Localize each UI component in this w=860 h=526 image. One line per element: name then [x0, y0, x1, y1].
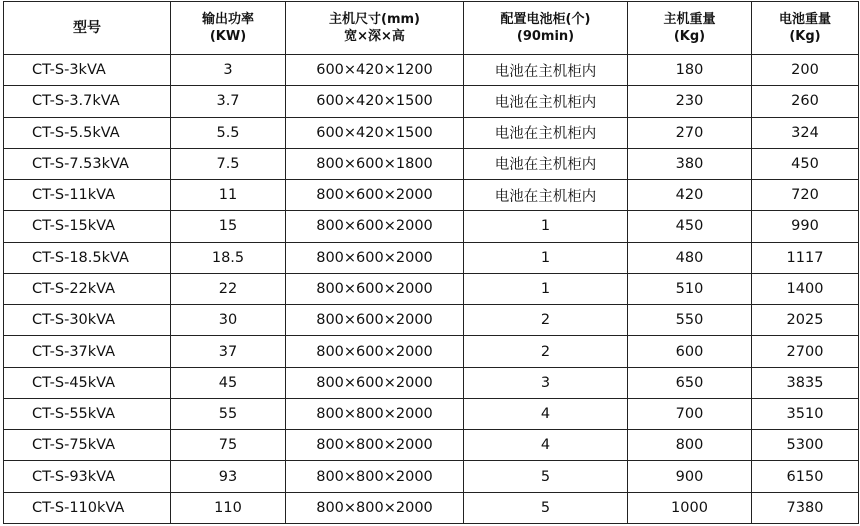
header-battery-cabinet [464, 2, 628, 55]
cell-size: 800×600×2000 [286, 305, 464, 336]
spec-table [3, 1, 859, 524]
cell-host-weight: 1000 [628, 492, 752, 523]
cell-size: 800×600×2000 [286, 211, 464, 242]
cell-battery-weight: 720 [752, 180, 859, 211]
cell-model: CT-S-75kVA [4, 430, 171, 461]
table-row [4, 336, 859, 367]
cell-model: CT-S-45kVA [4, 367, 171, 398]
table-row [4, 211, 859, 242]
header-power-title: 输出功率 [201, 12, 254, 27]
cell-power: 30 [171, 305, 286, 336]
cell-battery-weight: 1400 [752, 273, 859, 304]
header-power-unit: (KW) [209, 29, 247, 44]
cell-battery-cabinet: 1 [464, 242, 628, 273]
cell-battery-weight: 450 [752, 148, 859, 179]
cell-power: 7.5 [171, 148, 286, 179]
cell-power: 15 [171, 211, 286, 242]
header-size-title: 主机尺寸(mm) [329, 12, 420, 27]
cell-size: 800×600×2000 [286, 180, 464, 211]
cell-power: 93 [171, 461, 286, 492]
cell-battery-cabinet: 1 [464, 211, 628, 242]
cell-size: 600×420×1500 [286, 117, 464, 148]
table-row [4, 398, 859, 429]
table-row [4, 180, 859, 211]
cell-power: 22 [171, 273, 286, 304]
header-host-weight-unit: (Kg) [673, 29, 706, 44]
cell-battery-weight: 2025 [752, 305, 859, 336]
cell-battery-weight: 990 [752, 211, 859, 242]
cell-power: 55 [171, 398, 286, 429]
header-battery-weight-title: 电池重量 [778, 12, 831, 27]
cell-battery-cabinet: 4 [464, 430, 628, 461]
table-row [4, 305, 859, 336]
cell-host-weight: 550 [628, 305, 752, 336]
table-row [4, 55, 859, 86]
cell-power: 11 [171, 180, 286, 211]
cell-host-weight: 230 [628, 86, 752, 117]
table-row [4, 273, 859, 304]
header-battery-weight-unit: (Kg) [789, 29, 821, 44]
cell-power: 5.5 [171, 117, 286, 148]
cell-host-weight: 270 [628, 117, 752, 148]
cell-size: 800×600×2000 [286, 273, 464, 304]
cell-battery-weight: 6150 [752, 461, 859, 492]
header-model: 型号 [4, 2, 171, 55]
cell-battery-cabinet: 电池在主机柜内 [464, 86, 628, 117]
header-battery-weight [752, 2, 859, 55]
header-host-weight [628, 2, 752, 55]
cell-battery-cabinet: 3 [464, 367, 628, 398]
cell-power: 3.7 [171, 86, 286, 117]
cell-host-weight: 700 [628, 398, 752, 429]
cell-battery-cabinet: 2 [464, 336, 628, 367]
cell-battery-cabinet: 4 [464, 398, 628, 429]
cell-battery-cabinet: 1 [464, 273, 628, 304]
cell-size: 600×420×1500 [286, 86, 464, 117]
cell-power: 18.5 [171, 242, 286, 273]
cell-size: 800×800×2000 [286, 461, 464, 492]
cell-host-weight: 510 [628, 273, 752, 304]
cell-power: 110 [171, 492, 286, 523]
table-row [4, 430, 859, 461]
cell-model: CT-S-7.53kVA [4, 148, 171, 179]
cell-model: CT-S-15kVA [4, 211, 171, 242]
header-size-dims: 宽×深×高 [344, 29, 405, 44]
table-row [4, 367, 859, 398]
cell-size: 800×800×2000 [286, 492, 464, 523]
cell-battery-weight: 3510 [752, 398, 859, 429]
cell-battery-weight: 200 [752, 55, 859, 86]
cell-battery-weight: 7380 [752, 492, 859, 523]
header-size [286, 2, 464, 55]
cell-battery-cabinet: 电池在主机柜内 [464, 148, 628, 179]
cell-battery-cabinet: 5 [464, 461, 628, 492]
cell-power: 37 [171, 336, 286, 367]
header-battery-cabinet-duration: (90min) [516, 29, 575, 44]
cell-power: 45 [171, 367, 286, 398]
cell-model: CT-S-11kVA [4, 180, 171, 211]
cell-host-weight: 900 [628, 461, 752, 492]
cell-battery-cabinet: 电池在主机柜内 [464, 180, 628, 211]
table-row [4, 461, 859, 492]
cell-battery-weight: 324 [752, 117, 859, 148]
cell-model: CT-S-37kVA [4, 336, 171, 367]
cell-battery-weight: 1117 [752, 242, 859, 273]
cell-battery-cabinet: 2 [464, 305, 628, 336]
cell-host-weight: 180 [628, 55, 752, 86]
table-row [4, 117, 859, 148]
cell-model: CT-S-30kVA [4, 305, 171, 336]
header-battery-cabinet-title: 配置电池柜(个) [500, 12, 591, 27]
cell-size: 800×600×2000 [286, 367, 464, 398]
table-row [4, 148, 859, 179]
cell-power: 3 [171, 55, 286, 86]
cell-host-weight: 600 [628, 336, 752, 367]
cell-model: CT-S-22kVA [4, 273, 171, 304]
cell-model: CT-S-18.5kVA [4, 242, 171, 273]
cell-battery-weight: 2700 [752, 336, 859, 367]
header-row [4, 2, 859, 55]
cell-host-weight: 650 [628, 367, 752, 398]
cell-battery-weight: 5300 [752, 430, 859, 461]
table-row [4, 492, 859, 523]
cell-size: 800×600×1800 [286, 148, 464, 179]
cell-size: 600×420×1200 [286, 55, 464, 86]
cell-size: 800×800×2000 [286, 430, 464, 461]
table-row [4, 242, 859, 273]
cell-power: 75 [171, 430, 286, 461]
header-power [171, 2, 286, 55]
table-row [4, 86, 859, 117]
cell-host-weight: 800 [628, 430, 752, 461]
cell-host-weight: 420 [628, 180, 752, 211]
cell-size: 800×600×2000 [286, 336, 464, 367]
cell-host-weight: 480 [628, 242, 752, 273]
cell-size: 800×800×2000 [286, 398, 464, 429]
cell-model: CT-S-93kVA [4, 461, 171, 492]
cell-model: CT-S-5.5kVA [4, 117, 171, 148]
cell-battery-weight: 3835 [752, 367, 859, 398]
cell-battery-cabinet: 电池在主机柜内 [464, 55, 628, 86]
cell-model: CT-S-3.7kVA [4, 86, 171, 117]
cell-size: 800×600×2000 [286, 242, 464, 273]
cell-host-weight: 380 [628, 148, 752, 179]
cell-model: CT-S-55kVA [4, 398, 171, 429]
cell-host-weight: 450 [628, 211, 752, 242]
cell-battery-cabinet: 5 [464, 492, 628, 523]
header-host-weight-title: 主机重量 [663, 12, 716, 27]
cell-model: CT-S-110kVA [4, 492, 171, 523]
cell-battery-cabinet: 电池在主机柜内 [464, 117, 628, 148]
cell-battery-weight: 260 [752, 86, 859, 117]
cell-model: CT-S-3kVA [4, 55, 171, 86]
